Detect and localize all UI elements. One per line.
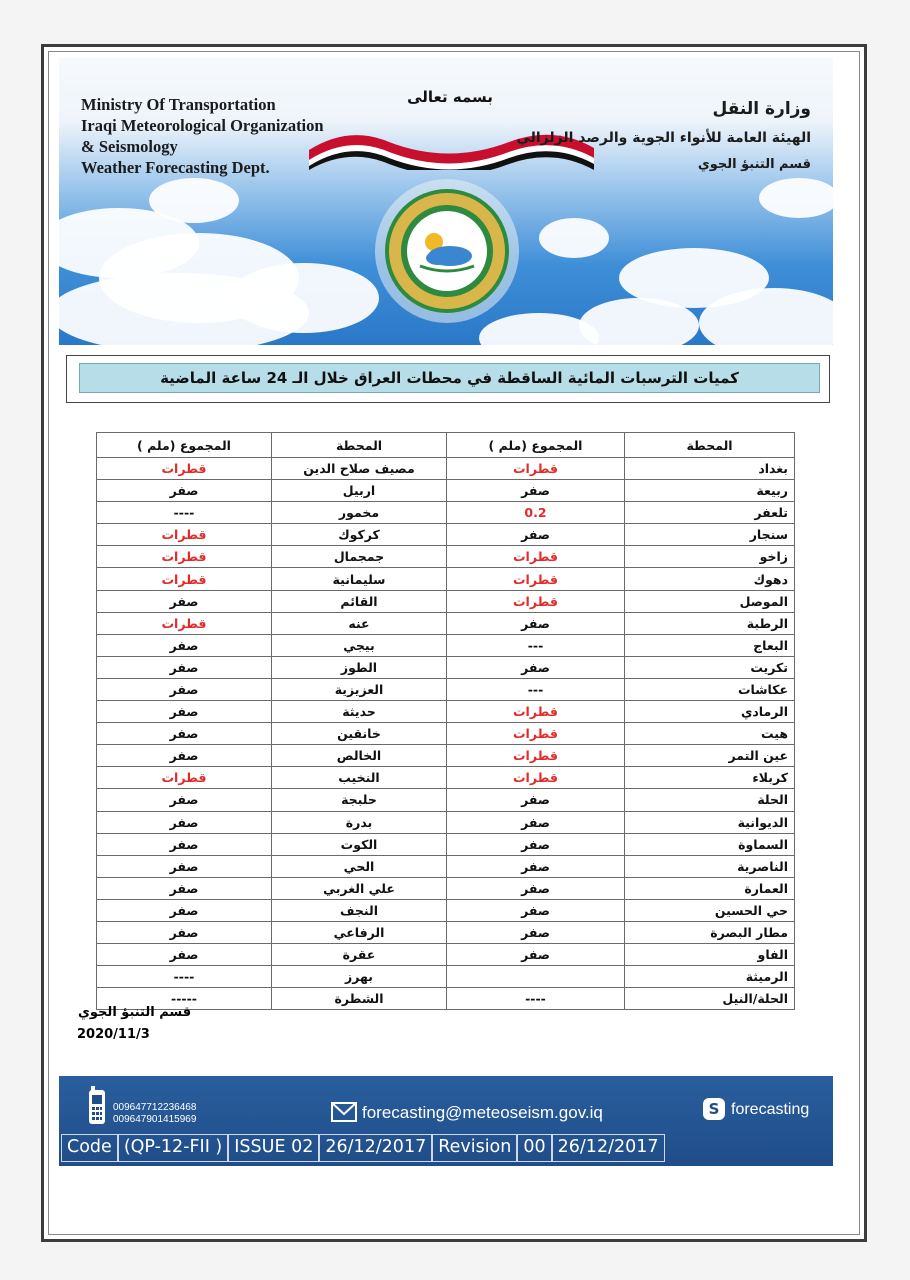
station-1-value: قطرات [447, 767, 625, 789]
header-station: المحطة [272, 433, 447, 458]
station-2-name: عقرة [272, 944, 447, 966]
station-2-name: خانقين [272, 723, 447, 745]
station-1-value: صفر [447, 921, 625, 943]
station-1-value: قطرات [447, 568, 625, 590]
station-1-value: صفر [447, 656, 625, 678]
station-2-value: قطرات [97, 767, 272, 789]
code-label: Code [62, 1135, 119, 1161]
station-2-name: العزيزية [272, 678, 447, 700]
table-row [97, 634, 795, 656]
station-1-name: الناصرية [625, 855, 795, 877]
station-1-name: السماوة [625, 833, 795, 855]
station-2-value: صفر [97, 678, 272, 700]
station-1-name: الحلة/النيل [625, 988, 795, 1010]
station-2-name: بيجي [272, 634, 447, 656]
station-1-name: عين التمر [625, 745, 795, 767]
station-1-name: الموصل [625, 590, 795, 612]
station-2-value: قطرات [97, 568, 272, 590]
station-2-name: كركوك [272, 524, 447, 546]
station-2-name: جمجمال [272, 546, 447, 568]
footer-dept-label: قسم التنبؤ الجوي [78, 1005, 192, 1020]
station-1-name: الحلة [625, 789, 795, 811]
station-1-name: تكريت [625, 656, 795, 678]
station-2-value: ----- [97, 988, 272, 1010]
station-2-name: الرفاعي [272, 921, 447, 943]
report-date: 2020/11/3 [77, 1027, 150, 1042]
station-1-name: الرميثة [625, 966, 795, 988]
station-1-name: ربيعة [625, 480, 795, 502]
table-row [97, 502, 795, 524]
station-1-name: الرمادي [625, 701, 795, 723]
header-total: المجموع (ملم ) [97, 433, 272, 458]
station-2-name: بهرز [272, 966, 447, 988]
arabic-org-text: وزارة النقل الهيئة العامة للأنواء الجوية والرصد الزلزالي قسم التنبؤ الجوي [516, 99, 811, 172]
station-1-value: صفر [447, 899, 625, 921]
revision-number: 00 [518, 1135, 552, 1161]
station-2-value: قطرات [97, 612, 272, 634]
table-body [97, 458, 795, 1010]
revision-date: 26/12/2017 [557, 1137, 659, 1157]
header-station: المحطة [625, 433, 795, 458]
table-row [97, 480, 795, 502]
table-row [97, 678, 795, 700]
station-2-value: صفر [97, 789, 272, 811]
report-title-box [66, 355, 830, 403]
table-row [97, 612, 795, 634]
phone-icon [87, 1086, 107, 1126]
table-row [97, 656, 795, 678]
station-2-name: الخالص [272, 745, 447, 767]
station-1-name: زاخو [625, 546, 795, 568]
station-1-name: الديوانية [625, 811, 795, 833]
header-banner [59, 58, 833, 345]
table-row [97, 767, 795, 789]
table-row [97, 590, 795, 612]
table-row [97, 988, 795, 1010]
station-1-name: حي الحسين [625, 899, 795, 921]
header-total: المجموع (ملم ) [447, 433, 625, 458]
station-1-value: قطرات [447, 546, 625, 568]
station-1-name: كربلاء [625, 767, 795, 789]
station-2-value: ---- [97, 502, 272, 524]
station-2-name: النخيب [272, 767, 447, 789]
station-1-value: صفر [447, 811, 625, 833]
station-2-name: الكوت [272, 833, 447, 855]
station-2-value: صفر [97, 833, 272, 855]
station-1-value: قطرات [447, 701, 625, 723]
station-2-name: حلبجة [272, 789, 447, 811]
station-1-value: صفر [447, 612, 625, 634]
station-2-name: عنه [272, 612, 447, 634]
station-1-value: صفر [447, 855, 625, 877]
station-1-value: صفر [447, 480, 625, 502]
station-1-name: دهوك [625, 568, 795, 590]
station-1-value: قطرات [447, 745, 625, 767]
email-link[interactable]: forecasting@meteoseism.gov.iq [362, 1103, 603, 1122]
mail-icon [331, 1102, 357, 1122]
revision-label: Revision [433, 1135, 518, 1161]
station-1-value: قطرات [447, 590, 625, 612]
issue-label: ISSUE 02 [229, 1135, 320, 1161]
station-1-name: مطار البصرة [625, 921, 795, 943]
table-row [97, 944, 795, 966]
station-2-name: حديثة [272, 701, 447, 723]
code-value: (QP-12-FII ) [119, 1135, 229, 1161]
station-1-name: سنجار [625, 524, 795, 546]
station-2-value: صفر [97, 656, 272, 678]
station-2-name: مخمور [272, 502, 447, 524]
station-2-name: علي الغربي [272, 877, 447, 899]
english-org-text: Ministry Of Transportation Iraqi Meteorological Organization & Seismology Weather Forecasting Dept. [81, 95, 324, 177]
table-row [97, 833, 795, 855]
table-row [97, 811, 795, 833]
station-1-name: تلعفر [625, 502, 795, 524]
station-2-name: النجف [272, 899, 447, 921]
table-header-row [97, 433, 795, 458]
contact-footer [59, 1076, 833, 1166]
station-2-value: صفر [97, 701, 272, 723]
station-2-value: صفر [97, 899, 272, 921]
station-1-value: --- [447, 678, 625, 700]
station-2-value: صفر [97, 855, 272, 877]
station-1-name: العمارة [625, 877, 795, 899]
station-2-value: صفر [97, 921, 272, 943]
document-code-bar [61, 1134, 665, 1162]
table-row [97, 458, 795, 480]
station-2-name: مصيف صلاح الدين [272, 458, 447, 480]
report-title: كميات الترسبات المائية الساقطة في محطات العراق خلال الـ 24 ساعة الماضية [79, 363, 820, 393]
table-row [97, 899, 795, 921]
station-2-value: قطرات [97, 458, 272, 480]
station-1-name: الرطبة [625, 612, 795, 634]
station-2-value: قطرات [97, 546, 272, 568]
table-row [97, 701, 795, 723]
station-1-name: هيت [625, 723, 795, 745]
station-1-value [447, 966, 625, 988]
station-1-value: قطرات [447, 723, 625, 745]
precipitation-table [96, 432, 795, 1010]
table-row [97, 855, 795, 877]
station-2-name: القائم [272, 590, 447, 612]
station-1-value: صفر [447, 789, 625, 811]
station-2-name: الطوز [272, 656, 447, 678]
station-1-value: صفر [447, 833, 625, 855]
station-1-name: عكاشات [625, 678, 795, 700]
skype-id: forecasting [731, 1101, 810, 1118]
station-2-value: صفر [97, 590, 272, 612]
skype-icon: S [703, 1098, 725, 1120]
station-2-value: ---- [97, 966, 272, 988]
table-row [97, 745, 795, 767]
station-2-value: صفر [97, 634, 272, 656]
station-1-name: البعاج [625, 634, 795, 656]
station-2-value: صفر [97, 745, 272, 767]
table-row [97, 789, 795, 811]
station-1-value: --- [447, 634, 625, 656]
station-1-name: بغداد [625, 458, 795, 480]
station-2-value: صفر [97, 944, 272, 966]
station-2-value: صفر [97, 480, 272, 502]
station-2-value: صفر [97, 723, 272, 745]
table-row [97, 546, 795, 568]
station-2-value: صفر [97, 877, 272, 899]
table-row [97, 877, 795, 899]
station-1-value: 0.2 [447, 502, 625, 524]
table-row [97, 524, 795, 546]
organization-emblem-icon [372, 176, 522, 326]
station-2-name: بدرة [272, 811, 447, 833]
station-1-value: صفر [447, 944, 625, 966]
phone-numbers: 009647712236468 009647901415969 [113, 1102, 197, 1125]
station-1-value: صفر [447, 524, 625, 546]
station-2-value: صفر [97, 811, 272, 833]
table-row [97, 966, 795, 988]
station-2-name: الشطرة [272, 988, 447, 1010]
table-row [97, 723, 795, 745]
station-1-name: الفاو [625, 944, 795, 966]
station-2-value: قطرات [97, 524, 272, 546]
station-1-value: صفر [447, 877, 625, 899]
station-1-value: قطرات [447, 458, 625, 480]
station-2-name: سليمانية [272, 568, 447, 590]
station-2-name: الحي [272, 855, 447, 877]
basmala: بسمه تعالى [407, 88, 493, 106]
table-row [97, 921, 795, 943]
table-row [97, 568, 795, 590]
issue-date: 26/12/2017 [320, 1135, 433, 1161]
station-1-value: ---- [447, 988, 625, 1010]
station-2-name: اربيل [272, 480, 447, 502]
